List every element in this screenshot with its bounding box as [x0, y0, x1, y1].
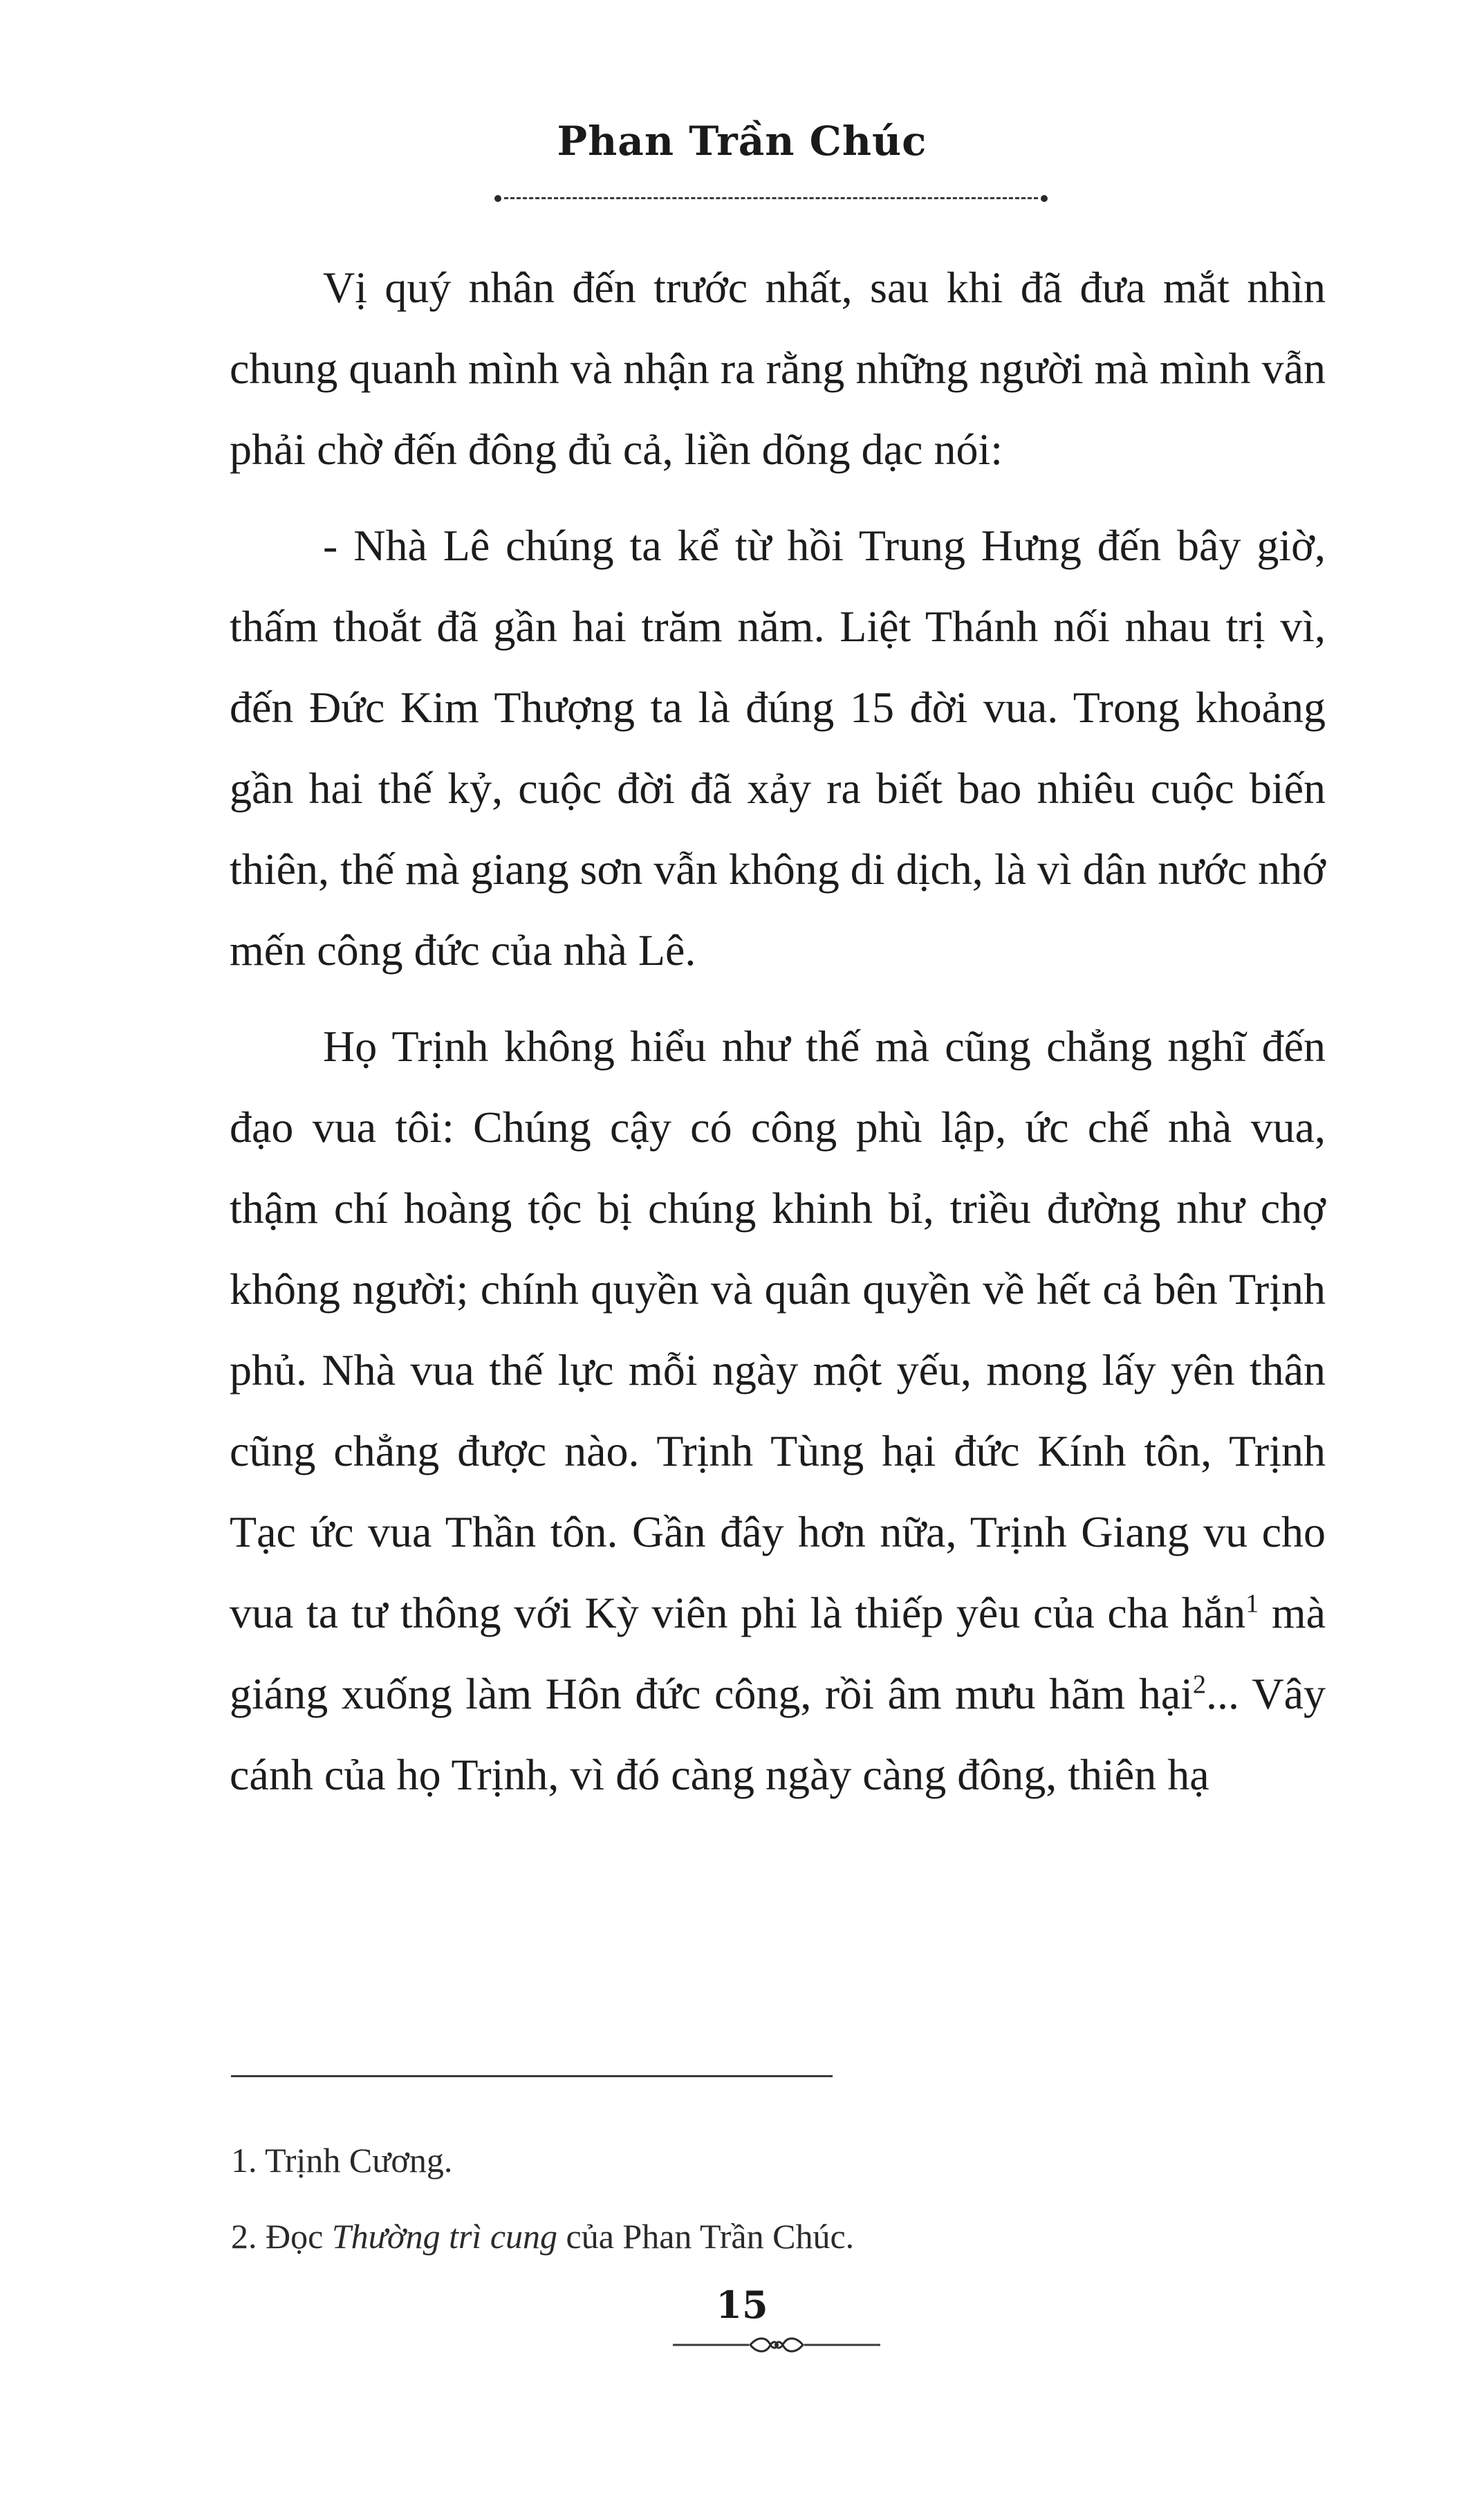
footnote-2-prefix: Đọc	[266, 2217, 324, 2256]
footnote-reference-2: 2	[1193, 1670, 1207, 1700]
paragraph-3-part-3: ... Vây cánh của họ Trịnh, vì đó càng ngày càng đông, thiên hạ	[230, 1669, 1326, 1799]
running-header-title: Phan Trần Chúc	[557, 118, 927, 165]
footnote-2-book-title: Thường trì cung	[331, 2217, 558, 2256]
footnote-2	[231, 2198, 1310, 2274]
footnote-2-suffix: của Phan Trần Chúc.	[566, 2217, 855, 2256]
page-number-ornament-icon	[673, 2335, 880, 2355]
paragraph-3-part-1: Họ Trịnh không hiểu như thế mà cũng chẳng nghĩ đến đạo vua tôi: Chúng cậy có công phù lập, ức chế nhà vua, thậm chí hoàng tộc bị chúng khinh bỉ, triều đường như chợ không người; chính quyền và quân quyền về hết cả bên Trịnh phủ. Nhà vua thế lực mỗi ngày một yếu, mong lấy yên thân cũng chẳng được nào. Trịnh Tùng hại đức Kính tôn, Trịnh Tạc ức vua Thần tôn. Gần đây hơn nữa, Trịnh Giang vu cho vua ta tư thông với Kỳ viên phi là thiếp yêu của cha hắn	[230, 1022, 1326, 1637]
paragraph-2: - Nhà Lê chúng ta kể từ hồi Trung Hưng đến bây giờ, thấm thoắt đã gần hai trăm năm. Liệt Thánh nối nhau trị vì, đến Đức Kim Thượng ta là đúng 15 đời vua. Trong khoảng gần hai thế kỷ, cuộc đời đã xảy ra biết bao nhiêu cuộc biến thiên, thế mà giang sơn vẫn không di dịch, là vì dân nước nhớ mến công đức của nhà Lê.	[230, 521, 1326, 975]
page-number: 15	[716, 2283, 768, 2327]
paragraph-3	[230, 1006, 1326, 1815]
paragraph-3-part-2: mà giáng xuống làm Hôn đức công, rồi âm mưu hãm hại	[230, 1588, 1326, 1718]
header-dotted-rule	[494, 195, 1048, 202]
header-rule-dashes	[504, 197, 1038, 199]
footnote-2-number: 2.	[231, 2217, 257, 2256]
footnote-separator	[231, 2075, 833, 2077]
header-rule-right-dot	[1041, 195, 1048, 202]
footnotes	[231, 2122, 1310, 2274]
footnote-1-number: 1.	[231, 2141, 257, 2180]
paragraph-1: Vị quý nhân đến trước nhất, sau khi đã đưa mắt nhìn chung quanh mình và nhận ra rằng những người mà mình vẫn phải chờ đến đông đủ cả, liền dõng dạc nói:	[230, 263, 1326, 474]
footnote-1	[231, 2122, 1310, 2198]
header-rule-left-dot	[494, 195, 501, 202]
footnote-reference-1: 1	[1245, 1589, 1259, 1619]
body-text	[230, 247, 1326, 1830]
footnote-1-text: Trịnh Cương.	[265, 2141, 453, 2180]
